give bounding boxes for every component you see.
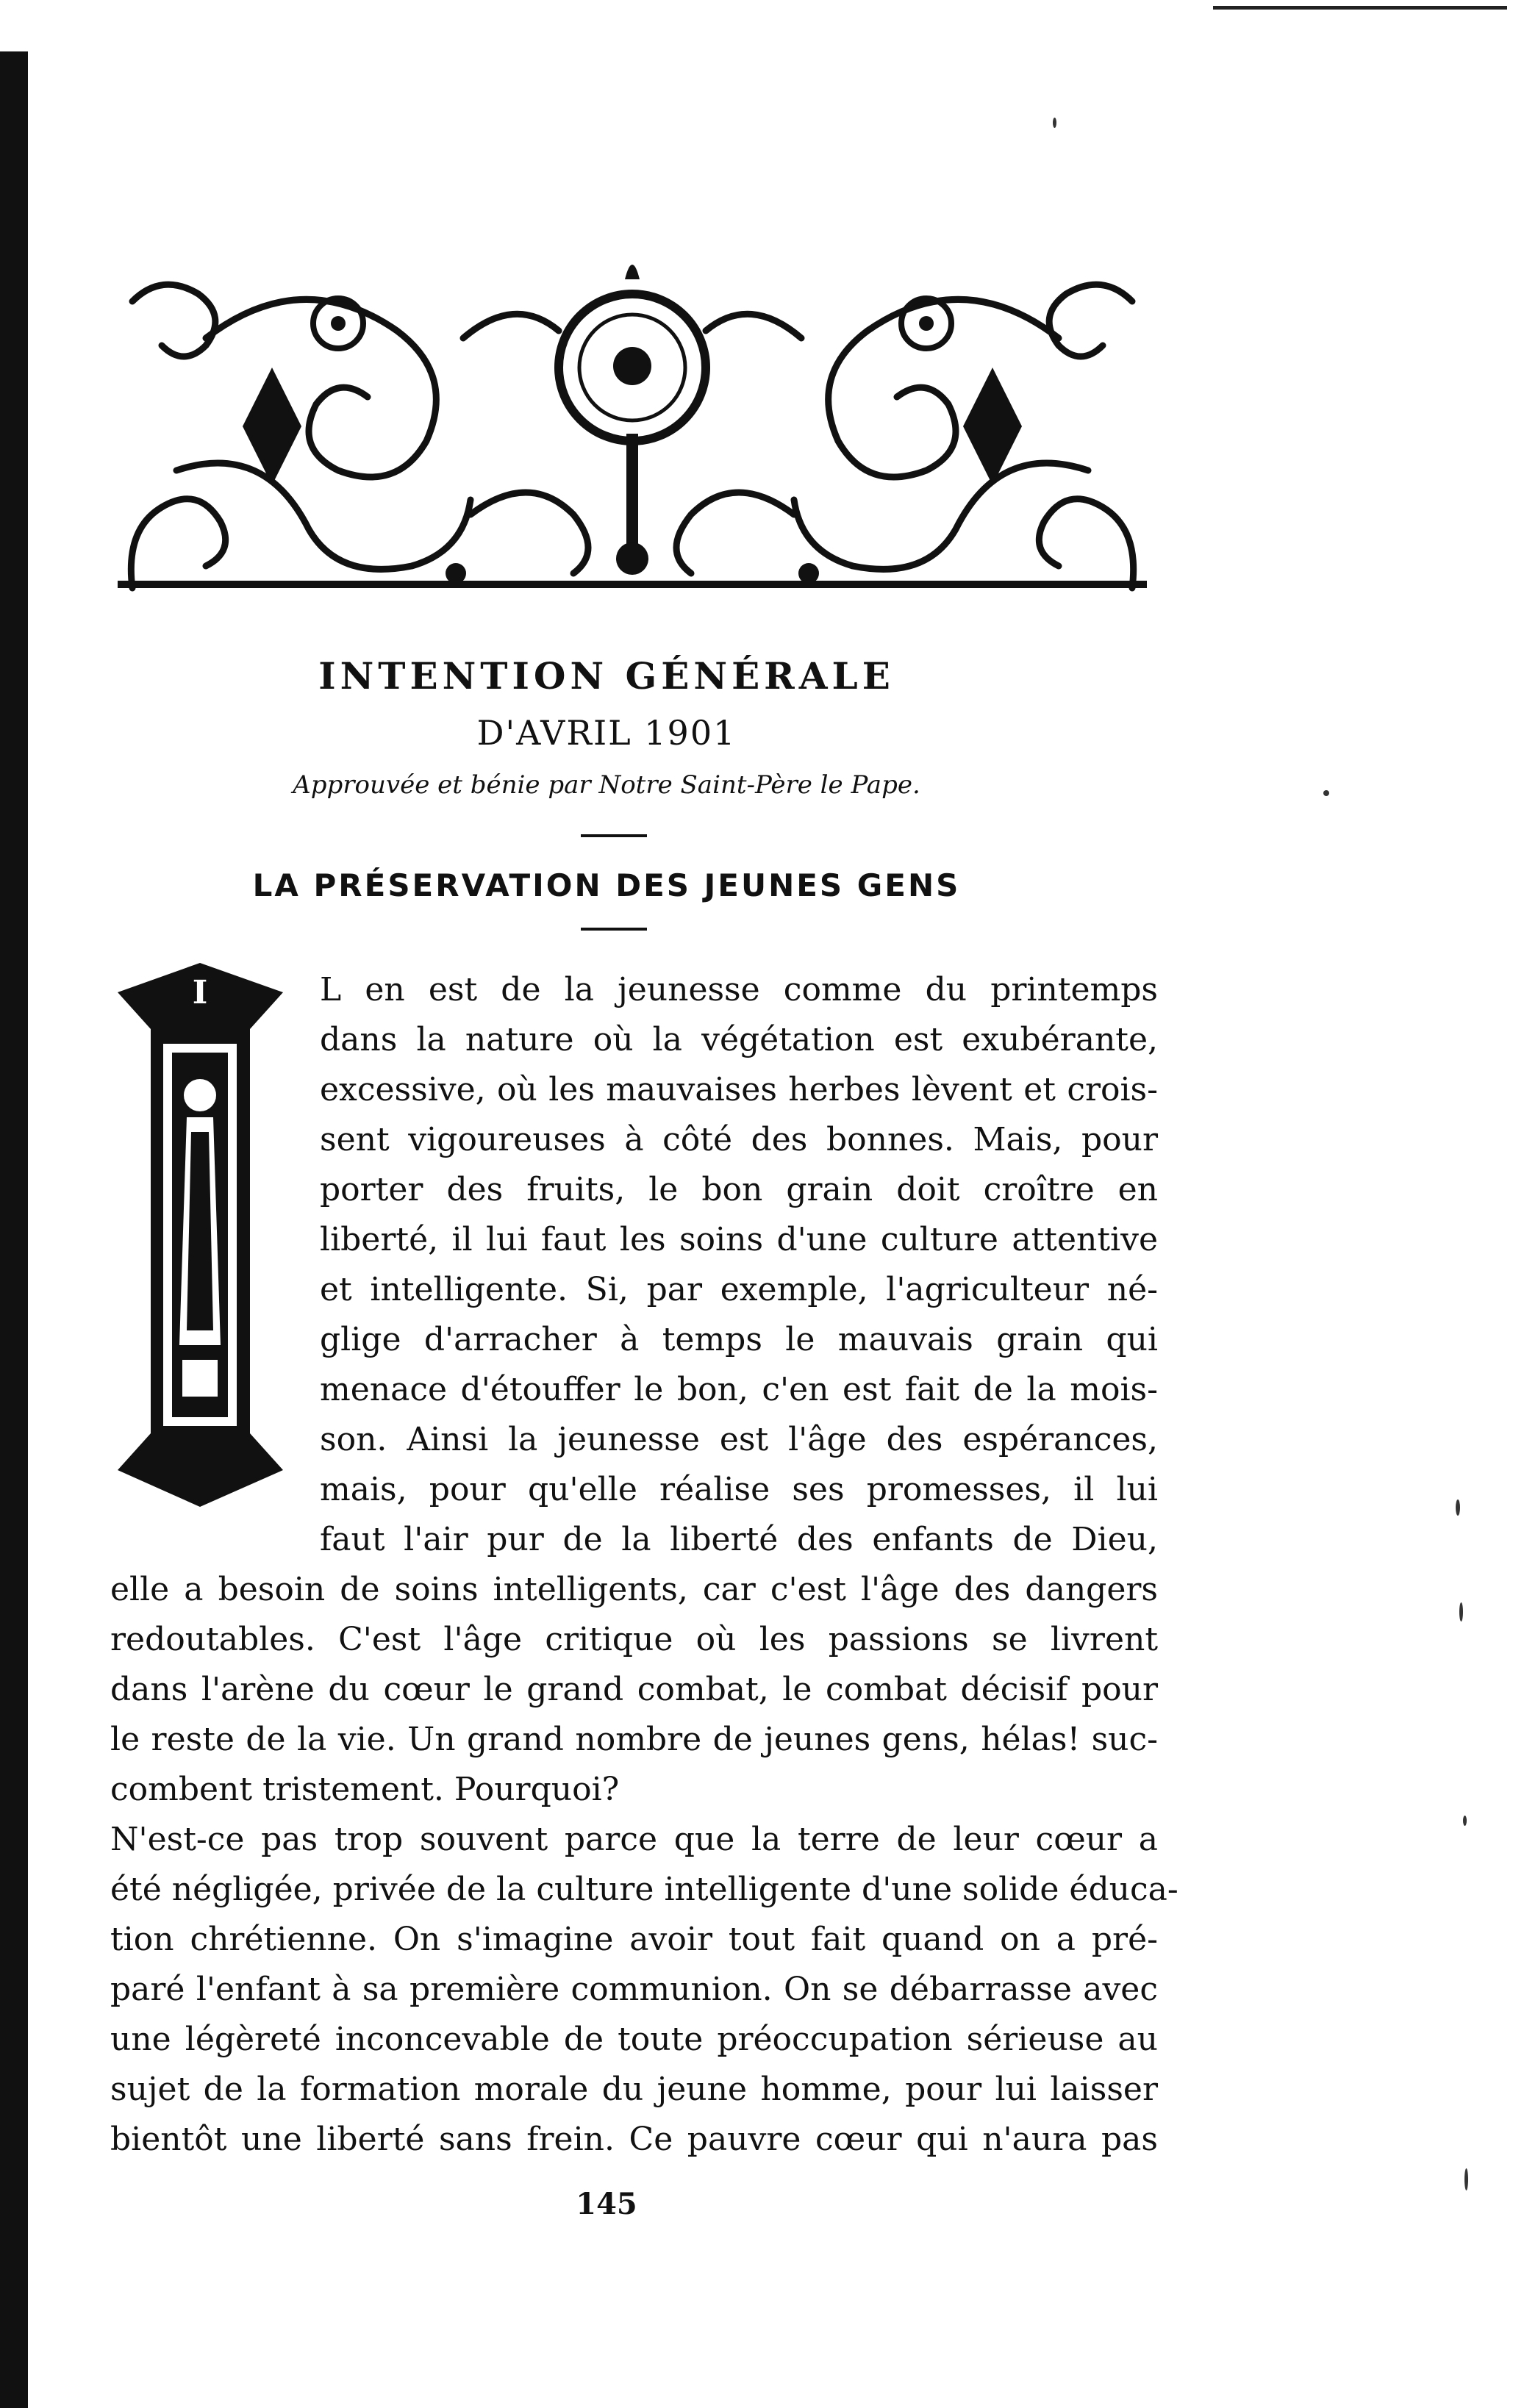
divider <box>581 834 647 837</box>
scan-margin-bar <box>0 51 28 2408</box>
body-line: porter des fruits, le bon grain doit croître en <box>320 1171 1158 1208</box>
body-line: une légèreté inconcevable de toute préoccupation sérieuse au <box>110 2021 1158 2058</box>
drop-cap-ornament <box>110 963 290 1507</box>
body-line: son. Ainsi la jeunesse est l'âge des espérances, <box>320 1421 1158 1458</box>
scan-speck <box>1323 790 1329 796</box>
drop-cap-letter: I <box>192 974 208 1011</box>
body-line: bientôt une liberté sans frein. Ce pauvre cœur qui n'aura pas <box>110 2121 1158 2158</box>
body-line: faut l'air pur de la liberté des enfants de Dieu, <box>320 1521 1158 1558</box>
body-line: sent vigoureuses à côté des bonnes. Mais, pour <box>320 1121 1158 1158</box>
body-line: le reste de la vie. Un grand nombre de jeunes gens, hélas! suc- <box>110 1721 1158 1758</box>
body-line: combent tristement. Pourquoi? <box>110 1771 620 1808</box>
body-line: menace d'étouffer le bon, c'en est fait de la mois- <box>320 1371 1158 1408</box>
intention-title: INTENTION GÉNÉRALE <box>318 654 895 698</box>
body-line: L en est de la jeunesse comme du printemps <box>320 971 1158 1008</box>
scan-speck <box>1053 118 1056 128</box>
body-line: tion chrétienne. On s'imagine avoir tout fait quand on a pré- <box>110 1921 1158 1958</box>
scan-speck <box>1463 1816 1467 1826</box>
body-line: dans la nature où la végétation est exubérante, <box>320 1021 1158 1058</box>
body-line: elle a besoin de soins intelligents, car c'est l'âge des dangers <box>110 1571 1158 1608</box>
body-line: glige d'arracher à temps le mauvais grain qui <box>320 1321 1158 1358</box>
body-line: dans l'arène du cœur le grand combat, le combat décisif pour <box>110 1671 1158 1708</box>
papal-approval: Approuvée et bénie par Notre Saint-Père le Pape. <box>293 770 920 800</box>
divider <box>581 928 647 931</box>
body-line: et intelligente. Si, par exemple, l'agriculteur né- <box>320 1271 1158 1308</box>
body-line: redoutables. C'est l'âge critique où les passions se livrent <box>110 1621 1158 1658</box>
scan-speck <box>1456 1499 1460 1516</box>
ornamental-headpiece <box>118 250 1147 595</box>
body-line: paré l'enfant à sa première communion. On se débarrasse avec <box>110 1971 1158 2008</box>
body-line: excessive, où les mauvaises herbes lèvent et crois- <box>320 1071 1158 1108</box>
body-line: N'est-ce pas trop souvent parce que la terre de leur cœur a <box>110 1821 1158 1858</box>
intention-date: D'AVRIL 1901 <box>476 713 737 753</box>
scan-speck <box>1459 1602 1463 1622</box>
body-line: été négligée, privée de la culture intelligente d'une solide éduca- <box>110 1871 1178 1908</box>
scan-top-rule <box>1213 6 1507 10</box>
body-line: liberté, il lui faut les soins d'une culture attentive <box>320 1221 1158 1258</box>
page-number: 145 <box>576 2187 637 2221</box>
scan-speck <box>1464 2168 1468 2190</box>
body-line: sujet de la formation morale du jeune homme, pour lui laisser <box>110 2071 1158 2108</box>
subject-title: LA PRÉSERVATION DES JEUNES GENS <box>252 867 961 903</box>
body-line: mais, pour qu'elle réalise ses promesses, il lui <box>320 1471 1158 1508</box>
